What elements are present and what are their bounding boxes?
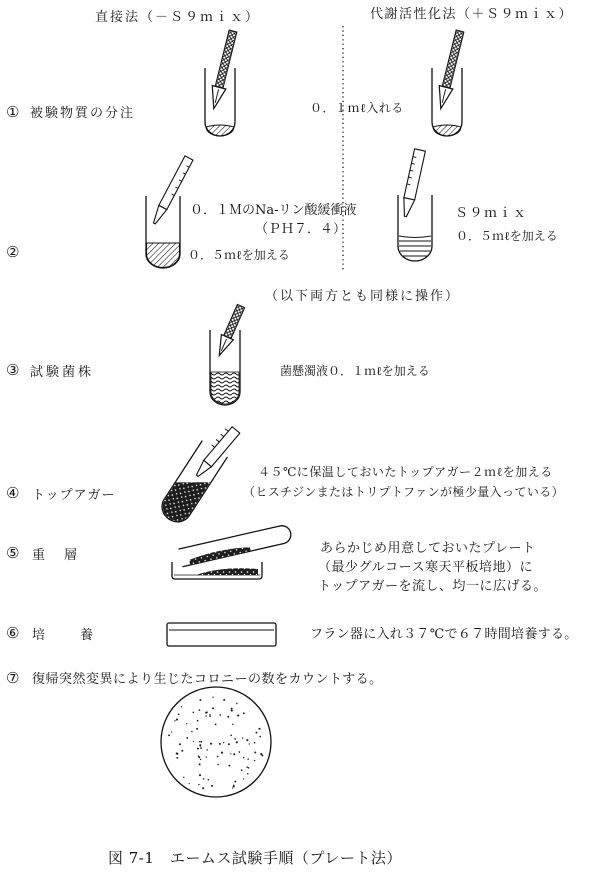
step1-activation-tube	[432, 29, 467, 136]
step3-label: 試験菌株	[30, 365, 95, 380]
colony-dot	[171, 731, 172, 732]
colony-dot	[189, 783, 190, 784]
tube-contents	[206, 125, 234, 136]
colony-dot	[254, 760, 255, 761]
colony-dot	[199, 774, 201, 776]
step3-tube	[210, 303, 247, 405]
colony-dot	[176, 719, 178, 721]
colony-dot	[223, 699, 225, 701]
colony-dot	[247, 773, 249, 775]
buffer-liquid	[147, 243, 180, 267]
step5-label: 重 層	[32, 548, 81, 563]
shared-procedure-note: （以下両方とも同様に操作）	[265, 289, 461, 304]
step6-closed-plate	[167, 623, 276, 646]
colony-dot	[243, 757, 245, 759]
colony-dot	[246, 766, 248, 768]
step6-label: 培 養	[32, 628, 97, 643]
colony-dot	[219, 743, 221, 745]
header-metabolic-activation-method: 代謝活性化法（＋Ｓ９ｍｉｘ）	[370, 7, 574, 22]
colony-dot	[234, 781, 236, 783]
step3-note: 菌懸濁液０．１ｍℓを加える	[280, 364, 430, 378]
pouring-test-tube	[178, 524, 292, 567]
step4-label: トップアガー	[32, 488, 116, 503]
step2-activation-tube	[398, 149, 432, 261]
pipette-body	[404, 149, 425, 200]
colony-dot	[217, 764, 219, 766]
colony-dot	[230, 735, 232, 737]
colony-dot	[206, 749, 208, 751]
step5-number: ⑤	[6, 544, 20, 562]
colony-dot	[197, 720, 199, 722]
colony-dot	[232, 787, 233, 788]
header-direct-method: 直接法（－Ｓ９ｍｉｘ）	[95, 10, 261, 25]
colony-dot	[198, 784, 199, 785]
step5-pouring	[172, 524, 293, 579]
colony-dot	[230, 753, 231, 754]
colony-dot	[215, 724, 217, 726]
colony-dot	[205, 712, 207, 714]
colony-dot	[237, 715, 239, 717]
colony-dot	[231, 710, 232, 711]
step4-note-1: ４５℃に保温しておいたトップアガー２ｍℓを加える	[258, 465, 553, 479]
step4-tube	[157, 424, 240, 527]
colony-dot	[197, 748, 199, 750]
colony-dot	[236, 741, 238, 743]
colony-dot	[202, 787, 204, 789]
colony-dot	[186, 723, 187, 724]
colony-dot	[243, 712, 245, 714]
colony-dot	[203, 778, 205, 780]
colony-dot	[234, 738, 235, 739]
step4-note-2: （ヒスチジンまたはトリプトファンが極少量入っている）	[243, 485, 565, 499]
colony-dot	[191, 731, 192, 732]
step2-direct-tube	[146, 156, 193, 268]
step6-note: フラン器に入れ３７℃で６７時間培養する。	[310, 627, 578, 642]
colony-dot	[183, 777, 184, 778]
colony-dot	[206, 756, 207, 757]
colony-dot	[261, 754, 263, 756]
colony-dot	[212, 697, 213, 698]
colony-dot	[199, 763, 201, 765]
colony-dot	[179, 743, 181, 745]
step7-number: ⑦	[6, 669, 20, 687]
step2-direct-note-3: ０．５ｍℓを加える	[188, 248, 290, 262]
colony-dot	[200, 745, 201, 746]
colony-dot	[198, 756, 200, 758]
step2-number: ②	[6, 243, 20, 261]
colony-dot	[199, 741, 200, 742]
step2-direct-note-2: （ＰＨ７．４）	[255, 222, 347, 237]
step1-label: 被験物質の分注	[30, 106, 136, 121]
colony-dot	[233, 784, 235, 786]
colony-dot	[176, 757, 178, 759]
colony-dot	[223, 742, 224, 743]
step5-note-2: （最少グルコース寒天平板培地）に	[318, 560, 533, 575]
step6-number: ⑥	[6, 624, 20, 642]
colony-dot	[186, 737, 188, 739]
colony-dot	[243, 778, 244, 779]
colony-dot	[254, 742, 256, 744]
colony-dot	[178, 713, 180, 715]
colony-dot	[247, 758, 248, 759]
colony-dot	[259, 736, 261, 738]
colony-dot	[207, 779, 209, 781]
tube-contents	[433, 125, 461, 136]
colony-dot	[221, 752, 223, 754]
step1-direct-tube	[205, 29, 240, 136]
colony-dot	[193, 741, 194, 742]
step5-note-1: あらかじめ用意しておいたプレート	[320, 541, 536, 556]
colony-dot	[242, 737, 243, 738]
step2-direct-note-1: ０．１ＭのNa-リン酸緩衝液	[190, 203, 357, 218]
colony-dot	[228, 743, 230, 745]
colony-dot	[209, 716, 210, 717]
colony-dot	[212, 707, 214, 709]
colony-dot	[256, 732, 258, 734]
colony-dot	[199, 709, 201, 711]
colony-dot	[200, 759, 202, 761]
colony-dot	[258, 728, 260, 730]
step5-note-3: トップアガーを流し、均一に広げる。	[318, 579, 547, 594]
colony-dot	[181, 750, 183, 752]
step4-number: ④	[6, 484, 20, 502]
colony-dot	[181, 706, 182, 707]
colony-dot	[200, 747, 202, 749]
colony-dot	[200, 741, 202, 743]
colony-dot	[168, 734, 170, 736]
plate-outline	[167, 623, 276, 646]
bacterial-suspension	[211, 372, 239, 404]
colony-dot	[254, 752, 256, 754]
colony-dot	[241, 769, 243, 771]
colony-dot	[232, 724, 234, 726]
colony-dot	[246, 739, 248, 741]
colony-dot	[211, 785, 213, 787]
colony-dot	[196, 728, 198, 730]
colony-dot	[239, 751, 241, 753]
colony-dot	[219, 714, 221, 716]
colony-dot	[236, 703, 238, 705]
step1-number: ①	[6, 103, 20, 121]
step3-number: ③	[6, 361, 20, 379]
colony-dot	[199, 699, 201, 701]
colony-dot	[233, 753, 235, 755]
step7-label: 復帰突然変異により生じたコロニーの数をカウントする。	[32, 672, 383, 687]
colony-dot	[231, 708, 233, 710]
colony-dot	[249, 743, 250, 744]
colony-dot	[176, 752, 178, 754]
colony-dot	[210, 743, 212, 745]
colony-dot	[192, 712, 194, 714]
colony-dot	[227, 716, 229, 718]
step2-activation-note-2: ０．５ｍℓを加える	[456, 229, 558, 243]
colony-dot	[217, 756, 219, 758]
step2-activation-note-1: Ｓ９ｍｉｘ	[455, 206, 528, 221]
step7-colony-plate	[161, 687, 271, 797]
colony-dot	[228, 765, 230, 767]
colony-dot	[205, 715, 206, 716]
step1-note: ０．１ｍℓ入れる	[310, 101, 404, 115]
figure-caption: 図 7-1 エームス試験手順（プレート法）	[108, 849, 402, 867]
colony-dot	[174, 720, 175, 721]
